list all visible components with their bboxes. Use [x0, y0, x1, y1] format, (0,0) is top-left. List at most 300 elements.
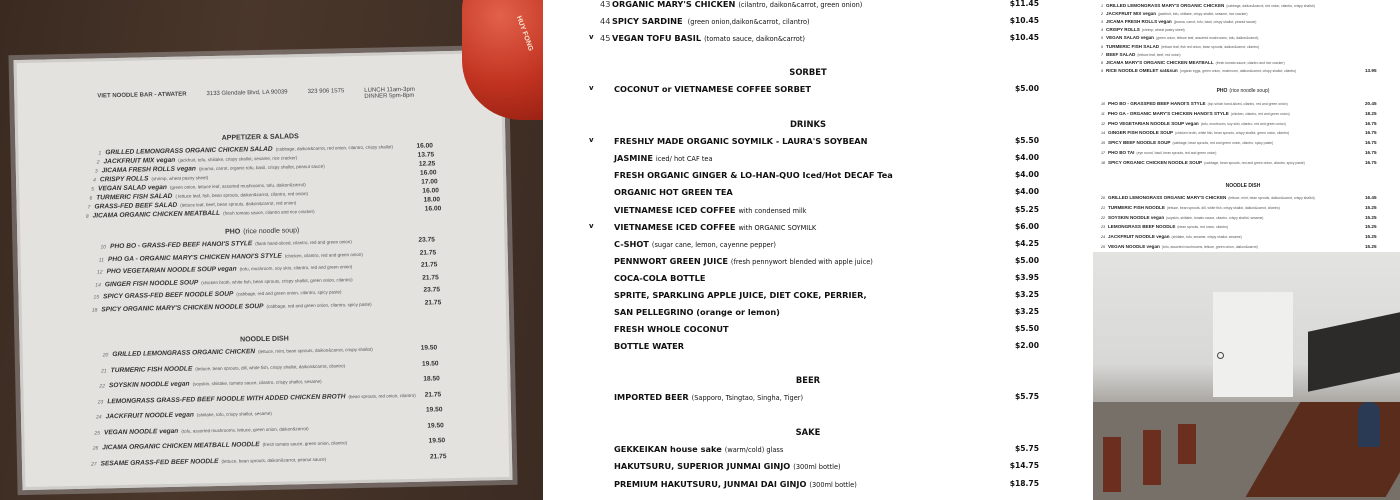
item-number: 17 [1101, 151, 1105, 155]
item-name: JACKFRUIT MIX vegan [103, 156, 176, 166]
item-price: $5.75 [1014, 444, 1039, 453]
item-description: (lettuce leaf, fish red onion, bean sprouts, daikon&carrot, cilantro) [1161, 44, 1260, 49]
item-number: 12 [96, 269, 103, 276]
item-description: (fresh tomato sauce, cilantro and rice cracker) [223, 208, 315, 216]
item-number: 26 [92, 445, 99, 452]
item-name: JICAMA FRESH ROLLS vegan [1106, 19, 1172, 25]
section-title: SAKE [795, 427, 821, 437]
item-description: (cabbage, bean sprouts, red and green onion, cilantro, spicy paste) [1172, 141, 1274, 146]
item-description: (organic eggs, green onion, mushroom, daikon&carrot, crispy shallot, cilantro) [1179, 68, 1297, 73]
item-number: 12 [1101, 121, 1105, 126]
menu-item [99, 250, 363, 263]
item-description: (soyskin, shiitake, tomato sauce, cilantro, crispy shallot, sesame) [1166, 215, 1264, 220]
item-description: (soyskin, shiitake, tomato sauce, cilantro, crispy shallot, sesame) [192, 378, 322, 387]
item-description: (lettuce, mint, bean sprouts, daikon&carrot, crispy shallot) [258, 346, 373, 355]
menu-item [99, 378, 321, 390]
item-price: $2.00 [1014, 341, 1039, 350]
menu-item [96, 410, 272, 421]
item-number: 44 [600, 16, 611, 26]
item-name-text: SAN PELLEGRINO (orange or lemon) [614, 307, 780, 317]
item-price: 23.75 [418, 236, 435, 244]
item-name-text: VIETNAMESE ICED COFFEE [614, 222, 736, 232]
chair [1143, 430, 1161, 485]
menu-header [97, 87, 415, 106]
item-number: 20 [1101, 196, 1105, 200]
item-name: SPICY ORGANIC CHICKEN NOODLE SOUP [1108, 159, 1203, 165]
lunch-hours: LUNCH 11am-3pm [364, 86, 415, 94]
item-name: GINGER FISH NOODLE SOUP [1108, 130, 1174, 136]
menu-item [1101, 205, 1391, 210]
menu-item [543, 290, 1093, 307]
back-wall [1213, 292, 1293, 397]
menu-item [1101, 111, 1391, 116]
menu-item [1101, 234, 1391, 239]
menu-item [1101, 160, 1391, 165]
item-number: 9 [1101, 68, 1103, 73]
menu-item [1101, 19, 1391, 24]
item-price: 13.95 [1365, 67, 1377, 73]
item-number: 1 [98, 150, 102, 157]
item-name-text: FRESH WHOLE COCONUT [614, 324, 729, 334]
menu-item [543, 256, 1093, 273]
item-price: 15.25 [1365, 234, 1377, 240]
item-name: JACKFRUIT MIX vegan [1106, 11, 1157, 17]
item-name: LEMONGRASS BEEF NOODLE [1108, 224, 1176, 230]
item-number: 25 [94, 429, 101, 437]
item-number: 5 [1101, 36, 1103, 41]
item-name [614, 273, 705, 283]
menu-item [543, 392, 1093, 409]
item-name [614, 84, 811, 94]
item-price: 21.75 [424, 390, 442, 399]
chair [1178, 424, 1196, 464]
item-description: (bean sprouts, red onion, cilantro) [1177, 225, 1229, 230]
item-description: ( lettuce leaf, fish, bean sprouts, daikon&carrot, cilantro, red onion) [175, 191, 309, 199]
item-description: (chicken, cilantro, red and green onion) [284, 251, 363, 259]
menu-item [543, 461, 1093, 478]
item-description: (lettuce, bean sprouts, daikon&carrot, peanut sauce) [221, 456, 327, 464]
section-title-text: NOODLE DISH [1225, 183, 1261, 189]
vegan-marker: v [589, 33, 594, 41]
item-name [614, 479, 857, 489]
item-description: (fresh pennywort blended with apple juice) [730, 258, 873, 266]
item-price: 16.75 [1365, 159, 1377, 165]
item-number: 23 [1101, 225, 1105, 230]
menu-item [92, 300, 372, 313]
section-title-text: PHO [225, 228, 241, 236]
item-name: LEMONGRASS GRASS-FED BEEF NOODLE WITH ADDED CHICKEN BROTH [107, 392, 346, 405]
item-price: 21.75 [424, 298, 442, 307]
item-number: 3 [94, 168, 98, 175]
item-name: SPICY BEEF NOODLE SOUP [1108, 140, 1171, 146]
item-name-text: FRESH ORGANIC GINGER & LO-HAN-QUO Iced/Hot DECAF Tea [614, 170, 893, 180]
item-name: PHO BO - GRASSFED BEEF HANOI'S STYLE [1108, 101, 1206, 106]
menu-item [1101, 3, 1391, 8]
section-title: DRINKS [789, 119, 827, 129]
item-name: GRILLED LEMONGRASS MARY'S ORGANIC CHICKEN [1106, 3, 1225, 8]
menu-item [543, 205, 1093, 222]
section-subtitle: (rice noodle soup) [1229, 88, 1270, 94]
menu-item [93, 288, 341, 300]
item-price: 19.50 [421, 359, 439, 368]
item-name: TURMERIC FISH NOODLE [1108, 204, 1165, 210]
item-number: 21 [101, 367, 107, 374]
item-name: GRILLED LEMONGRASS ORGANIC MARY'S CHICKEN [1108, 195, 1227, 200]
item-price: $6.00 [1014, 222, 1039, 231]
item-number: 10 [100, 244, 107, 251]
menu-item [1101, 150, 1391, 155]
item-price: $5.75 [1014, 392, 1039, 401]
item-description: (eye round, basil, bean sprouts, red and green onion) [1136, 151, 1217, 155]
section-title [1093, 88, 1393, 94]
vegan-marker: v [589, 84, 594, 92]
item-price: 16.75 [1365, 130, 1377, 136]
item-description: (green onion, lettuce leaf, assorted mushrooms, tofu, daikon&carrot) [1156, 36, 1259, 41]
item-price: $3.95 [1014, 273, 1039, 282]
item-number: 43 [600, 0, 611, 9]
item-name: GRILLED LEMONGRASS ORGANIC CHICKEN [112, 348, 256, 359]
item-description: (top sirloin hand-sliced, cilantro, red and green onion) [1207, 102, 1288, 106]
menu-item [91, 455, 326, 467]
item-name: SESAME GRASS-FED BEEF NOODLE [100, 457, 219, 467]
item-description: (sugar cane, lemon, cayenne pepper) [651, 241, 777, 249]
item-name [614, 239, 776, 249]
item-description: (lettuce, mint, bean sprouts, daikon&carrot, crispy shallot) [1228, 196, 1315, 200]
item-number: 11 [98, 256, 105, 263]
item-name [614, 153, 713, 163]
menu-item [1101, 195, 1391, 200]
item-number: 18 [1101, 160, 1105, 165]
item-name-text: SPRITE, SPARKLING APPLE JUICE, DIET COKE, PERRIER, [614, 290, 867, 300]
dinner-hours: DINNER 5pm-8pm [364, 92, 415, 100]
item-name: SOYSKIN NOODLE vegan [108, 380, 190, 390]
item-price: $3.25 [1014, 290, 1039, 299]
menu-item [1101, 244, 1391, 249]
section-title-text: PHO [1216, 88, 1228, 94]
menu-item [543, 479, 1093, 496]
item-price: 17.00 [421, 178, 438, 186]
section-title-text: NOODLE DISH [240, 335, 289, 344]
item-description: (jackfruit, tofu, shiitake, crispy shallot, sesame, rice cracker) [178, 155, 298, 163]
menu-item [101, 362, 345, 374]
item-description: (cabbage, red and green onion, cilantro, spicy paste) [236, 289, 342, 297]
menu-item [1101, 44, 1391, 49]
item-name: VEGAN SALAD vegan [1106, 35, 1154, 41]
item-description: (shiitake, tofu, sesame, crispy shallot, sesame) [1171, 235, 1242, 240]
item-name-text: FRESHLY MADE ORGANIC SOYMILK - LAURA'S SOYBEAN [614, 136, 868, 146]
item-description: with condensed milk [738, 207, 807, 215]
item-price: 16.00 [419, 169, 437, 177]
item-name-text: BOTTLE WATER [614, 341, 685, 351]
item-description: (jackfruit, tofu, shiitake, crispy shallot, sesame, rice cracker) [1158, 12, 1248, 17]
item-price: 21.75 [422, 273, 439, 282]
item-name: JICAMA ORGANIC CHICKEN MEATBALL NOODLE [102, 441, 260, 452]
item-description: (cabbage, bean sprouts, red and green onion, cilantro, spicy paste) [1204, 160, 1305, 165]
hours [364, 87, 415, 100]
vegan-marker: v [589, 222, 594, 230]
menu-item [100, 238, 351, 250]
item-name: JICAMA FRESH ROLLS vegan [101, 165, 197, 175]
item-number: 7 [87, 204, 91, 211]
item-price: 21.75 [420, 261, 438, 269]
item-number: 24 [95, 414, 102, 421]
item-number: 8 [1101, 60, 1103, 65]
item-name-text: PENNWORT GREEN JUICE [614, 256, 728, 266]
item-name [614, 136, 867, 146]
item-price: $14.75 [1009, 461, 1039, 470]
item-price: 20.45 [1365, 101, 1377, 106]
item-price: $5.50 [1014, 136, 1039, 145]
item-name-text: GEKKEIKAN house sake [614, 444, 722, 454]
item-description: (fresh tomato sauce, cilantro and rice cracker) [1215, 60, 1285, 65]
item-name [614, 307, 780, 317]
section-title: SORBET [789, 67, 827, 77]
item-name: JICAMA ORGANIC CHICKEN MEATBALL [92, 209, 221, 220]
item-name: PHO GA - ORGANIC MARY'S CHICKEN HANOI'S STYLE [1107, 110, 1229, 116]
item-price: $10.45 [1009, 16, 1039, 25]
laminated-menu-sheet [14, 50, 513, 490]
item-price: 16.00 [422, 187, 439, 195]
item-description: (tofu, mushroom, soy skin, cilantro, red and green onion) [1200, 121, 1286, 126]
item-name-text: SPICY SARDINE [612, 16, 683, 26]
item-name: TURMERIC FISH SALAD [1106, 43, 1160, 49]
drinks-menu-page [543, 0, 1093, 500]
item-name-text: COCONUT or VIETNAMESE COFFEE SORBET [614, 84, 811, 94]
item-price: $4.00 [1014, 153, 1039, 162]
item-number: 22 [1101, 215, 1105, 220]
item-name: PHO BO TAI [1108, 150, 1135, 155]
item-price: $11.45 [1009, 0, 1039, 8]
wall-board [1308, 312, 1400, 392]
menu-item [97, 263, 353, 275]
item-price: 21.75 [419, 248, 437, 257]
item-name [614, 444, 783, 454]
item-price: $4.00 [1014, 170, 1039, 179]
item-number: 10 [1101, 102, 1105, 106]
item-number: 18 [91, 306, 98, 314]
item-description: (chicken broth, white fish, bean sprouts, crispy shallot, green onion, cilantro) [1175, 131, 1290, 136]
section-title: BEER [795, 375, 821, 385]
item-description: (Sapporo, Tsingtao, Singha, Tiger) [691, 394, 804, 402]
item-number: 4 [93, 177, 96, 184]
menu-item [1101, 121, 1391, 126]
menu-item [543, 33, 1093, 50]
menu-scan-right [1093, 0, 1400, 252]
menu-item [543, 444, 1093, 461]
menu-item [1101, 130, 1391, 135]
item-number: 45 [600, 33, 611, 43]
menu-item [543, 16, 1093, 33]
item-name-text: ORGANIC MARY'S CHICKEN [612, 0, 736, 9]
item-number: 14 [1101, 131, 1105, 136]
item-number: 27 [90, 461, 97, 468]
menu-item [543, 239, 1093, 256]
item-price: 19.50 [425, 406, 443, 414]
menu-photo-left [0, 0, 543, 500]
item-description: (tofu, mushroom, soy skin, cilantro, red and green onion) [239, 264, 353, 272]
item-description: (shrimp, wheat pastry sheet) [151, 175, 209, 182]
menu-item [1101, 215, 1391, 220]
item-name: PHO VEGETARIAN NOODLE SOUP vegan [1108, 120, 1199, 126]
item-name [614, 187, 733, 197]
item-description: (cabbage, red and green onion, cilantro, spicy paste) [266, 301, 372, 309]
item-name: VEGAN SALAD vegan [97, 183, 167, 193]
item-name: RICE NOODLE OMELET sat&sun [1106, 67, 1178, 73]
restaurant-address: 3133 Glendale Blvd, LA 90039 [206, 89, 288, 98]
menu-item [98, 391, 416, 405]
item-description: (green onion,daikon&carrot, cilantro) [685, 18, 810, 26]
item-price: $5.50 [1014, 324, 1039, 333]
item-name [614, 290, 867, 300]
item-description: iced/ hot CAF tea [655, 155, 713, 163]
item-name: SPICY ORGANIC MARY'S CHICKEN NOODLE SOUP [101, 302, 264, 313]
item-number: 6 [1101, 44, 1103, 49]
item-name: PHO VEGETARIAN NOODLE SOUP vegan [106, 265, 237, 276]
item-number: 20 [102, 352, 109, 359]
item-price: 19.50 [427, 421, 444, 430]
item-description: (chicken, cilantro, red and green onion) [1230, 111, 1290, 116]
menu-item [1101, 68, 1391, 73]
bottle-label: HUY FONG [514, 14, 535, 53]
item-number: 15 [93, 294, 100, 301]
item-price: 18.00 [423, 196, 441, 204]
menu-item [94, 425, 308, 436]
item-price: $4.25 [1014, 239, 1039, 248]
item-name: GRILLED LEMONGRASS ORGANIC CHICKEN SALAD [105, 145, 273, 157]
section-title [1093, 183, 1393, 189]
item-name-text: C-SHOT [614, 239, 649, 249]
item-price: 18.25 [1365, 110, 1377, 116]
item-name [614, 222, 816, 232]
item-price: 16.75 [1365, 150, 1377, 155]
section-subtitle: (rice noodle soup) [243, 227, 300, 236]
item-price: 21.75 [429, 452, 447, 461]
menu-item [95, 276, 352, 288]
menu-item [543, 136, 1093, 153]
item-number: 8 [85, 213, 89, 220]
item-description: (green onion, lettuce leaf, assorted mushrooms, tofu, daikon&carrot) [169, 182, 306, 190]
menu-item [543, 273, 1093, 290]
item-description: (jicama, carrot, organic tofu, basil, crispy shallot, peanut sauce) [198, 163, 325, 172]
item-description: (300ml bottle) [809, 481, 857, 489]
item-description: (fresh tomato sauce, green onion, cilantro) [262, 440, 348, 448]
item-name: TURMERIC FISH SALAD [96, 192, 173, 202]
item-name [614, 392, 803, 402]
item-name: JICAMA MARY'S ORGANIC CHICKEN MEATBALL [1106, 59, 1214, 65]
item-number: 15 [1101, 141, 1105, 146]
item-number: 24 [1101, 235, 1105, 240]
item-price: 16.45 [1365, 195, 1377, 200]
vegan-marker: v [589, 136, 594, 144]
menu-item [1101, 11, 1391, 16]
item-description: (tomato sauce, daikon&carrot) [704, 35, 805, 43]
item-price: $5.25 [1014, 205, 1039, 214]
item-name: JACKFRUIT NOODLE vegan [1108, 234, 1170, 240]
item-name [612, 16, 810, 26]
item-number: 3 [1101, 20, 1103, 25]
item-name-text: VIETNAMESE ICED COFFEE [614, 205, 736, 215]
item-number: 6 [89, 195, 93, 202]
item-name [614, 205, 807, 215]
item-description: (jicama, carrot, tofu, basil, crispy shallot, peanut sauce) [1173, 20, 1257, 25]
menu-item [1101, 140, 1391, 145]
item-number: 25 [1101, 245, 1105, 249]
item-description: (shrimp, wheat pastry sheet) [1141, 28, 1185, 33]
item-name: TURMERIC FISH NOODLE [110, 365, 193, 374]
menu-item [1101, 60, 1391, 65]
item-name: PHO GA - ORGANIC MARY'S CHICKEN HANOI'S STYLE [107, 252, 282, 263]
menu-item [543, 341, 1093, 358]
menu-item [543, 307, 1093, 324]
item-description: (lettuce, bean sprouts, dill, white fish, crispy shallot, daikon&carrot, cilantro) [1166, 205, 1280, 210]
menu-item [543, 84, 1093, 101]
item-price: 16.75 [1365, 140, 1377, 146]
item-price: 15.25 [1365, 204, 1377, 210]
menu-item [543, 222, 1093, 239]
item-price: 16.00 [424, 205, 442, 213]
item-description: (shiitake, tofu, crispy shallot, sesame) [196, 410, 272, 418]
item-price: 19.50 [420, 344, 438, 352]
item-number: 22 [99, 383, 106, 390]
item-name [614, 461, 841, 471]
restaurant-interior-photo [1093, 252, 1400, 500]
item-price: $18.75 [1009, 479, 1039, 488]
item-price: 18.50 [423, 375, 440, 383]
item-name: CRISPY ROLLS [99, 175, 149, 184]
wall-clock-icon [1217, 352, 1224, 359]
item-name [612, 33, 805, 43]
menu-item [93, 439, 348, 451]
menu-item [543, 153, 1093, 170]
item-name-text: HAKUTSURU, SUPERIOR JUNMAI GINJO [614, 461, 791, 471]
item-name [612, 0, 862, 9]
item-description: (cabbage, daikon&carrot, red onion, cilantro, crispy shallot) [1226, 4, 1315, 8]
item-number: 14 [95, 281, 101, 289]
item-description: (warm/cold) glass [724, 446, 784, 454]
item-price: $4.00 [1014, 187, 1039, 196]
menu-item [543, 170, 1093, 187]
item-name: BEEF SALAD [1106, 51, 1136, 57]
item-price: $10.45 [1009, 33, 1039, 42]
item-description: (bean sprouts, red onion, cilantro) [348, 392, 416, 399]
menu-item [93, 174, 208, 183]
restaurant-name: VIET NOODLE BAR - ATWATER [97, 91, 187, 100]
item-price: 13.75 [417, 151, 435, 159]
item-name-text: JASMINE [614, 153, 653, 163]
item-name-text: IMPORTED BEER [614, 392, 689, 402]
item-name-text: VEGAN TOFU BASIL [612, 33, 702, 43]
restaurant-phone: 323 906 1575 [307, 88, 345, 96]
item-price: 16.75 [1365, 120, 1377, 126]
item-number: 23 [97, 398, 104, 405]
item-description: (tofu, assorted mushrooms, lettuce, green onion, daikon&carrot) [181, 425, 309, 434]
item-name: GRASS-FED BEEF SALAD [94, 201, 178, 211]
item-name-text: COCA-COLA BOTTLE [614, 273, 706, 283]
menu-item [543, 0, 1093, 16]
item-number: 2 [96, 159, 100, 166]
menu-item [1101, 52, 1391, 57]
item-price: 12.25 [418, 160, 436, 168]
item-name: SOYSKIN NOODLE vegan [1108, 214, 1165, 220]
item-price: $3.25 [1014, 307, 1039, 316]
item-description: (lettuce, bean sprouts, dill, white fish, crispy shallot, daikon&carrot, cilantro) [195, 362, 346, 371]
item-price: 15.25 [1365, 244, 1377, 249]
item-name: VEGAN NOODLE vegan [103, 427, 179, 436]
item-name: SPICY GRASS-FED BEEF NOODLE SOUP [103, 290, 234, 301]
seated-person [1358, 402, 1380, 447]
item-description: (chicken broth, white fish, bean sprouts, crispy shallot, green onion, cilantro) [201, 276, 353, 285]
item-name: VEGAN NOODLE vegan [1108, 244, 1160, 249]
